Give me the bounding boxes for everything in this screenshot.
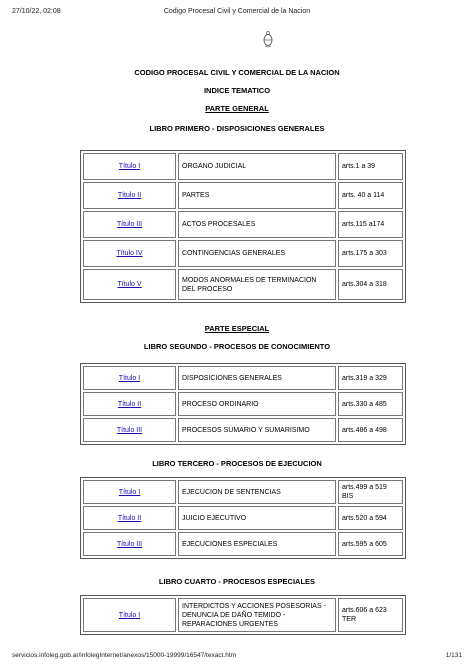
titulo-iii-link[interactable]: Título III bbox=[116, 221, 143, 228]
libro-cuarto-heading: LIBRO CUARTO - PROCESOS ESPECIALES bbox=[158, 577, 316, 586]
print-timestamp: 27/10/22, 02:08 bbox=[12, 8, 61, 15]
table-cell-name: PARTES bbox=[178, 182, 336, 209]
table-row bbox=[83, 182, 403, 209]
table-cell-name: PROCESO ORDINARIO bbox=[178, 392, 336, 416]
titulo-ii-link[interactable]: Título II bbox=[117, 514, 142, 522]
titulo-i-link[interactable]: Título I bbox=[118, 488, 141, 496]
table-row bbox=[83, 153, 403, 180]
table-cell-arts: arts.486 a 498 bbox=[338, 418, 403, 442]
titulo-v-link[interactable]: Título V bbox=[117, 281, 142, 288]
table-row bbox=[83, 418, 403, 442]
table-cell-name: ACTOS PROCESALES bbox=[178, 211, 336, 238]
titulo-iii-link[interactable]: Título III bbox=[116, 426, 143, 434]
titulo-i-link[interactable]: Título I bbox=[118, 163, 141, 170]
table-cell-name: CONTINGENCIAS GENERALES bbox=[178, 240, 336, 267]
table-cell-arts: arts.606 a 623 TER bbox=[338, 598, 403, 632]
table-cell-arts: arts.319 a 329 bbox=[338, 366, 403, 390]
table-row bbox=[83, 532, 403, 556]
titulo-iv-link[interactable]: Título IV bbox=[116, 250, 143, 257]
table-row bbox=[83, 366, 403, 390]
source-url: servicios.infoleg.gob.ar/infolegInternet/anexos/15000-19999/16547/texact.htm bbox=[12, 652, 237, 659]
table-cell-name: ORGANO JUDICIAL bbox=[178, 153, 336, 180]
table-cell-name: EJECUCIONES ESPECIALES bbox=[178, 532, 336, 556]
table-cell-arts: arts.330 a 485 bbox=[338, 392, 403, 416]
table-cell-arts: arts.175 a 303 bbox=[338, 240, 403, 267]
libro-segundo-heading: LIBRO SEGUNDO - PROCESOS DE CONOCIMIENTO bbox=[143, 342, 331, 351]
table-row bbox=[83, 240, 403, 267]
table-cell-arts: arts.499 a 519 BIS bbox=[338, 480, 403, 504]
print-page-title: Codigo Procesal Civil y Comercial de la Nacion bbox=[163, 8, 311, 15]
table-cell-arts: arts.520 a 594 bbox=[338, 506, 403, 530]
table-cell-arts: arts.304 a 318 bbox=[338, 269, 403, 300]
table-row bbox=[83, 392, 403, 416]
libro-cuarto-table bbox=[80, 595, 406, 635]
argentina-coat-of-arms-icon bbox=[262, 30, 274, 48]
libro-tercero-table bbox=[80, 477, 406, 559]
page-number: 1/131 bbox=[445, 652, 462, 659]
titulo-ii-link[interactable]: Título II bbox=[117, 192, 142, 199]
table-row bbox=[83, 598, 403, 632]
table-cell-name: PROCESOS SUMARIO Y SUMARISIMO bbox=[178, 418, 336, 442]
table-row bbox=[83, 269, 403, 300]
document-title: CODIGO PROCESAL CIVIL Y COMERCIAL DE LA NACION bbox=[134, 68, 340, 77]
libro-primero-heading: LIBRO PRIMERO - DISPOSICIONES GENERALES bbox=[149, 124, 325, 133]
index-title: INDICE TEMATICO bbox=[203, 86, 271, 95]
table-row bbox=[83, 480, 403, 504]
libro-tercero-heading: LIBRO TERCERO - PROCESOS DE EJECUCION bbox=[152, 459, 322, 468]
section-parte-general: PARTE GENERAL bbox=[205, 104, 269, 113]
section-parte-especial: PARTE ESPECIAL bbox=[204, 324, 270, 333]
table-cell-name: JUICIO EJECUTIVO bbox=[178, 506, 336, 530]
table-cell-arts: arts.1 a 39 bbox=[338, 153, 403, 180]
titulo-iii-link[interactable]: Título III bbox=[116, 540, 143, 548]
table-cell-name: MODOS ANORMALES DE TERMINACION DEL PROCESO bbox=[178, 269, 336, 300]
titulo-ii-link[interactable]: Título II bbox=[117, 400, 142, 408]
table-cell-name: DISPOSICIONES GENERALES bbox=[178, 366, 336, 390]
table-cell-arts: arts.115 a174 bbox=[338, 211, 403, 238]
titulo-i-link[interactable]: Título I bbox=[118, 611, 141, 619]
libro-primero-table bbox=[80, 150, 406, 303]
table-row bbox=[83, 506, 403, 530]
titulo-i-link[interactable]: Título I bbox=[118, 374, 141, 382]
libro-segundo-table bbox=[80, 363, 406, 445]
table-cell-arts: arts.595 a 605 bbox=[338, 532, 403, 556]
table-row bbox=[83, 211, 403, 238]
table-cell-name: INTERDICTOS Y ACCIONES POSESORIAS - DENUNCIA DE DAÑO TEMIDO - REPARACIONES URGENTES bbox=[178, 598, 336, 632]
table-cell-arts: arts. 40 a 114 bbox=[338, 182, 403, 209]
table-cell-name: EJECUCION DE SENTENCIAS bbox=[178, 480, 336, 504]
